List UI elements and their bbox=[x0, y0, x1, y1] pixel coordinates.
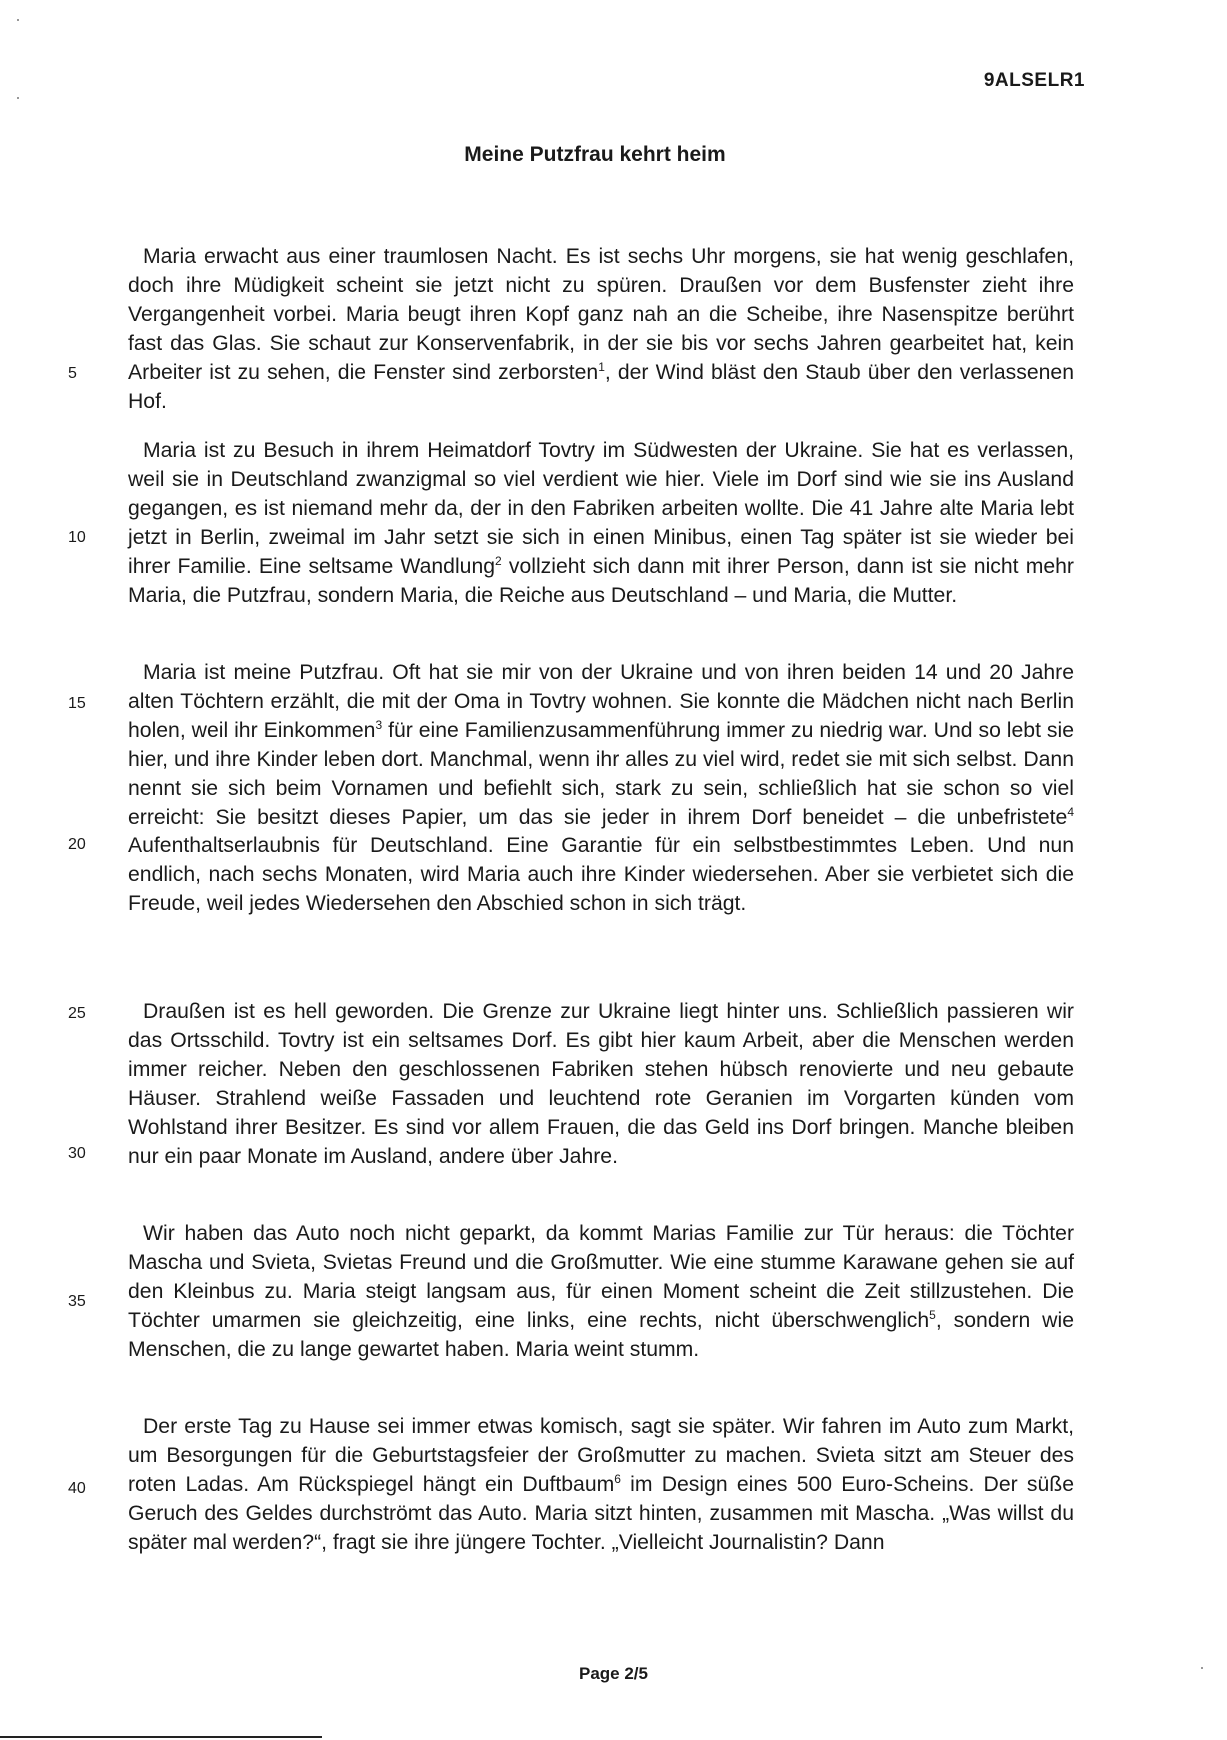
footnote-ref: 6 bbox=[614, 1471, 621, 1486]
line-number: 20 bbox=[68, 836, 86, 853]
footnote-ref: 2 bbox=[495, 553, 502, 568]
line-number: 25 bbox=[68, 1005, 86, 1022]
page-title: Meine Putzfrau kehrt heim bbox=[464, 143, 726, 166]
paragraph-text: Aufenthaltserlaubnis für Deutschland. Eine Garantie für ein selbstbestimmtes Leben. Und nun endlich, nach sechs Monaten, wird Maria auch ihre Kinder wiedersehen. Aber sie verbietet sich die Freude, weil jedes Wiedersehen den Abschied schon in sich trägt. bbox=[128, 834, 1074, 916]
paragraph-text: Wir haben das Auto noch nicht geparkt, da kommt Marias Familie zur Tür heraus: die Töchter Mascha und Svieta, Svietas Freund und die Großmutter. Wie eine stumme Karawane gehen sie auf den Kleinbus zu. Maria steigt langsam aus, für einen Moment scheint die Zeit stillzustehen. Die Töchter umarmen sie gleichzeitig, eine links, eine rechts, nicht überschwenglich bbox=[128, 1222, 1074, 1332]
paragraph-2 bbox=[128, 437, 1074, 610]
footnote-ref: 4 bbox=[1067, 804, 1074, 819]
line-number: 40 bbox=[68, 1480, 86, 1497]
footnote-ref: 1 bbox=[598, 359, 605, 374]
paragraph-3 bbox=[128, 659, 1074, 919]
paragraph-text: Der erste Tag zu Hause sei immer etwas komisch, sagt sie später. Wir fahren im Auto zum Markt, um Besorgungen für die Geburtstagsfeier der Großmutter zu machen. Svieta sitzt am Steuer des roten Ladas. Am Rückspiegel hängt ein Duftbaum bbox=[128, 1415, 1074, 1496]
paragraph-1 bbox=[128, 243, 1074, 416]
paragraph-4 bbox=[128, 998, 1074, 1171]
paragraph-text: , der Wind bläst den Staub über den verlassenen Hof. bbox=[128, 360, 1074, 413]
paragraph-text: Maria erwacht aus einer traumlosen Nacht. Es ist sechs Uhr morgens, sie hat wenig geschlafen, doch ihre Müdigkeit scheint sie jetzt nicht zu spüren. Draußen vor dem Busfenster zieht ihre Vergangenheit vorbei. Maria beugt ihren Kopf ganz nah an die Scheibe, ihre Nasenspitze berührt fast das Glas. Sie schaut zur Konservenfabrik, in der sie bis vor sechs Jahren gearbeitet hat, kein Arbeiter ist zu sehen, die Fenster sind zerborsten bbox=[128, 245, 1074, 384]
paragraph-text: vollzieht sich dann mit ihrer Person, dann ist sie nicht mehr Maria, die Putzfrau, sondern Maria, die Reiche aus Deutschland – und Maria, die Mutter. bbox=[128, 554, 1074, 607]
paragraph-text: Maria ist zu Besuch in ihrem Heimatdorf Tovtry im Südwesten der Ukraine. Sie hat es verlassen, weil sie in Deutschland zwanzigmal so viel verdient wie hier. Viele im Dorf sind wie sie ins Ausland gegangen, es ist niemand mehr da, der in den Fabriken arbeiten wollte. Die 41 Jahre alte Maria lebt jetzt in Berlin, zweimal im Jahr setzt sie sich in einen Minibus, einen Tag später ist sie wieder bei ihrer Familie. Eine seltsame Wandlung bbox=[128, 439, 1074, 578]
paragraph-text: Maria ist meine Putzfrau. Oft hat sie mir von der Ukraine und von ihren beiden 14 und 20 Jahre alten Töchtern erzählt, die mit der Oma in Tovtry wohnen. Sie konnte die Mädchen nicht nach Berlin holen, weil ihr Einkommen bbox=[128, 661, 1074, 742]
scan-speck bbox=[17, 19, 19, 21]
paragraph-5 bbox=[128, 1220, 1074, 1365]
line-number: 5 bbox=[68, 365, 77, 382]
paragraph-text: Draußen ist es hell geworden. Die Grenze zur Ukraine liegt hinter uns. Schließlich passieren wir das Ortsschild. Tovtry ist ein seltsames Dorf. Es gibt hier kaum Arbeit, aber die Menschen werden immer reicher. Neben den geschlossenen Fabriken stehen hübsch renovierte und neu gebaute Häuser. Strahlend weiße Fassaden und leuchtend rote Geranien im Vorgarten künden vom Wohlstand ihrer Besitzer. Es sind vor allem Frauen, die das Geld ins Dorf bringen. Manche bleiben nur ein paar Monate im Ausland, andere über Jahre. bbox=[128, 1000, 1074, 1168]
page-number: Page 2/5 bbox=[579, 1664, 648, 1683]
line-number: 10 bbox=[68, 529, 86, 546]
scan-speck bbox=[17, 97, 19, 99]
paragraph-text: , sondern wie Menschen, die zu lange gewartet haben. Maria weint stumm. bbox=[128, 1308, 1074, 1361]
line-number: 35 bbox=[68, 1293, 86, 1310]
scan-speck bbox=[1201, 1667, 1203, 1669]
line-number: 30 bbox=[68, 1145, 86, 1162]
footnote-ref: 5 bbox=[929, 1307, 936, 1322]
document-code: 9ALSELR1 bbox=[983, 70, 1085, 91]
line-number: 15 bbox=[68, 695, 86, 712]
paragraph-text: im Design eines 500 Euro-Scheins. Der süße Geruch des Geldes durchströmt das Auto. Maria sitzt hinten, zusammen mit Mascha. „Was willst du später mal werden?“, fragt sie ihre jüngere Tochter. „Vielleicht Journalistin? Dann bbox=[128, 1472, 1074, 1554]
footnote-ref: 3 bbox=[375, 717, 383, 732]
paragraph-6 bbox=[128, 1413, 1074, 1558]
bottom-edge-rule bbox=[0, 1736, 322, 1738]
paragraph-text: für eine Familienzusammenführung immer zu niedrig war. Und so lebt sie hier, und ihre Kinder leben dort. Manchmal, wenn ihr alles zu viel wird, redet sie mit sich selbst. Dann nennt sie sich beim Vornamen und befiehlt sich, stark zu sein, schließlich hat sie schon so viel erreicht: Sie besitzt dieses Papier, um das sie jeder in ihrem Dorf beneidet – die unbefristete bbox=[128, 718, 1074, 829]
